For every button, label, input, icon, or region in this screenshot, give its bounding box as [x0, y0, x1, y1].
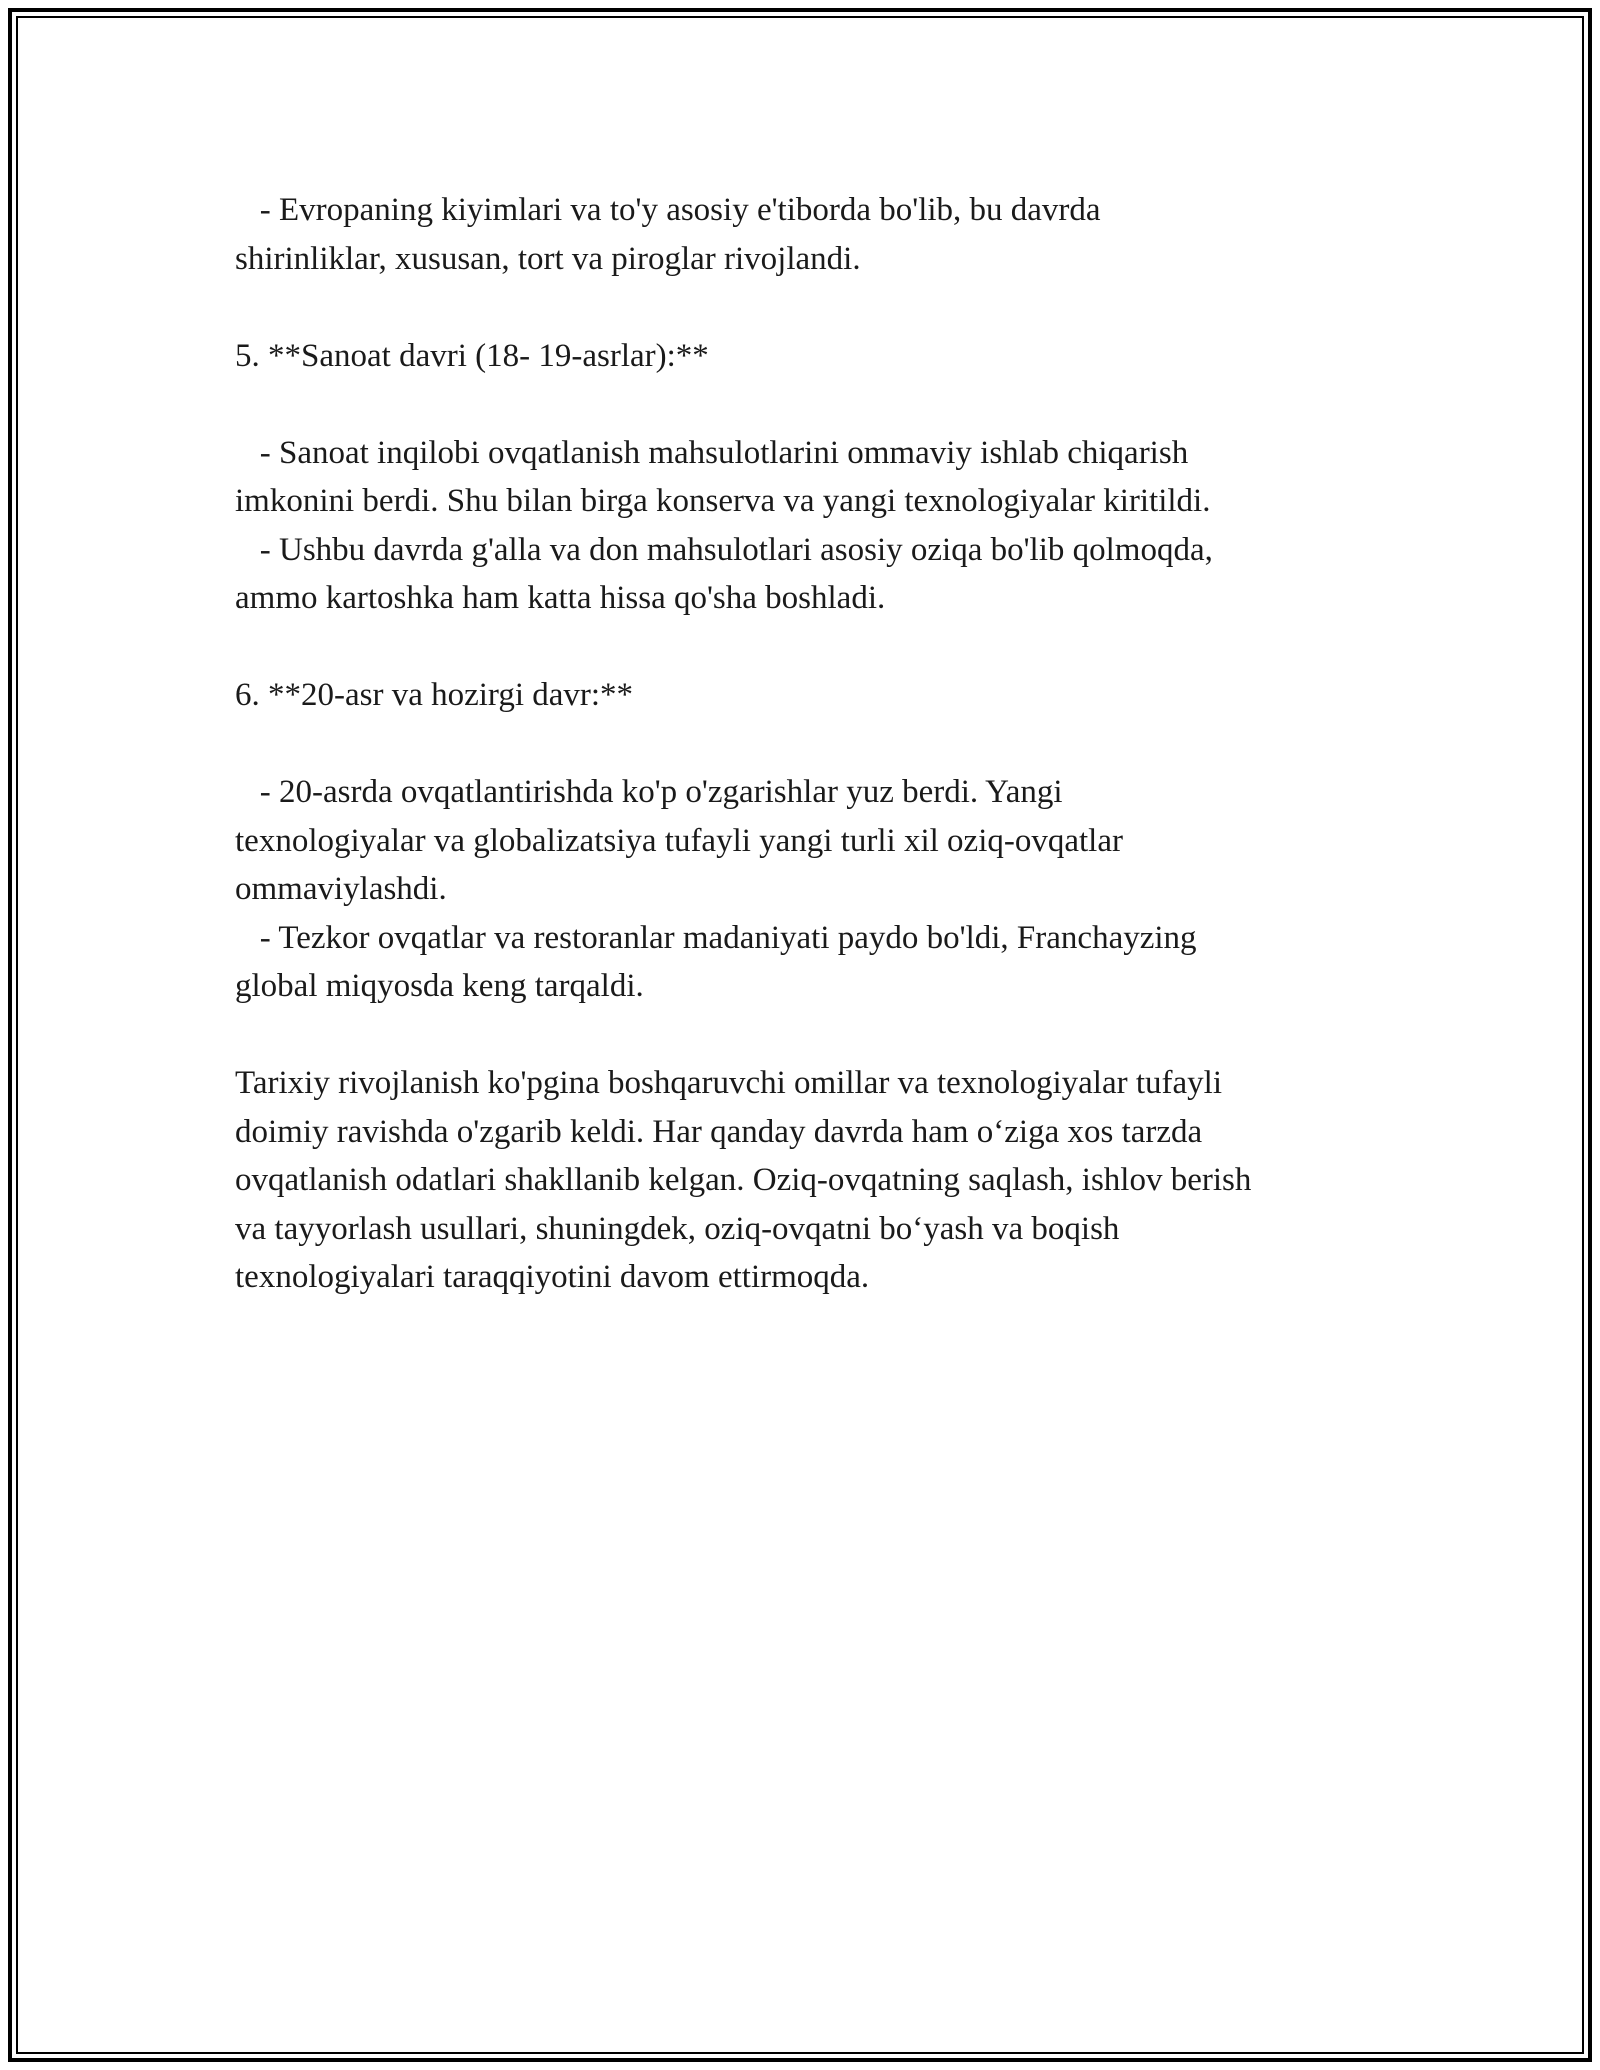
text-line: - Evropaning kiyimlari va to'y asosiy e'tiborda bo'lib, bu davrda [235, 192, 1101, 228]
text-line: - Ushbu davrda g'alla va don mahsulotlari asosiy oziqa bo'lib qolmoqda, [235, 531, 1213, 568]
text-line: global miqyosda keng tarqaldi. [235, 968, 644, 1004]
text-line: - Sanoat inqilobi ovqatlanish mahsulotlarini ommaviy ishlab chiqarish [235, 434, 1189, 471]
text-line: doimiy ravishda o'zgarib keldi. Har qanday davrda ham o‘ziga xos tarzda [235, 1113, 1203, 1150]
text-line: va tayyorlash usullari, shuningdek, oziq-ovqatni bo‘yash va boqish [235, 1210, 1120, 1247]
section-heading: 6. **20-asr va hozirgi davr:** [235, 677, 634, 713]
text-line: - 20-asrda ovqatlantirishda ko'p o'zgarishlar yuz berdi. Yangi [235, 774, 1063, 810]
text-line: imkonini berdi. Shu bilan birga konserva va yangi texnologiyalar kiritildi. [235, 483, 1211, 519]
section-heading: 5. **Sanoat davri (18- 19-asrlar):** [235, 337, 709, 374]
text-line: ovqatlanish odatlari shakllanib kelgan. Oziq-ovqatning saqlash, ishlov berish [235, 1162, 1252, 1198]
blank-line [235, 1011, 1385, 1060]
text-line: ommaviylashdi. [235, 871, 447, 907]
text-line: texnologiyalari taraqqiyotini davom ettirmoqda. [235, 1259, 870, 1295]
text-line: texnologiyalar va globalizatsiya tufayli yangi turli xil oziq-ovqatlar [235, 822, 1123, 859]
blank-line [235, 283, 1385, 332]
text-line: - Tezkor ovqatlar va restoranlar madaniyati paydo bo'ldi, Franchayzing [235, 919, 1197, 956]
blank-line [235, 380, 1385, 429]
blank-line [235, 623, 1385, 672]
blank-line [235, 720, 1385, 769]
document-body [235, 186, 1385, 1302]
text-line: Tarixiy rivojlanish ko'pgina boshqaruvchi omillar va texnologiyalar tufayli [235, 1065, 1222, 1101]
text-line: shirinliklar, xususan, tort va piroglar rivojlandi. [235, 240, 861, 277]
text-line: ammo kartoshka ham katta hissa qo'sha boshladi. [235, 580, 886, 616]
